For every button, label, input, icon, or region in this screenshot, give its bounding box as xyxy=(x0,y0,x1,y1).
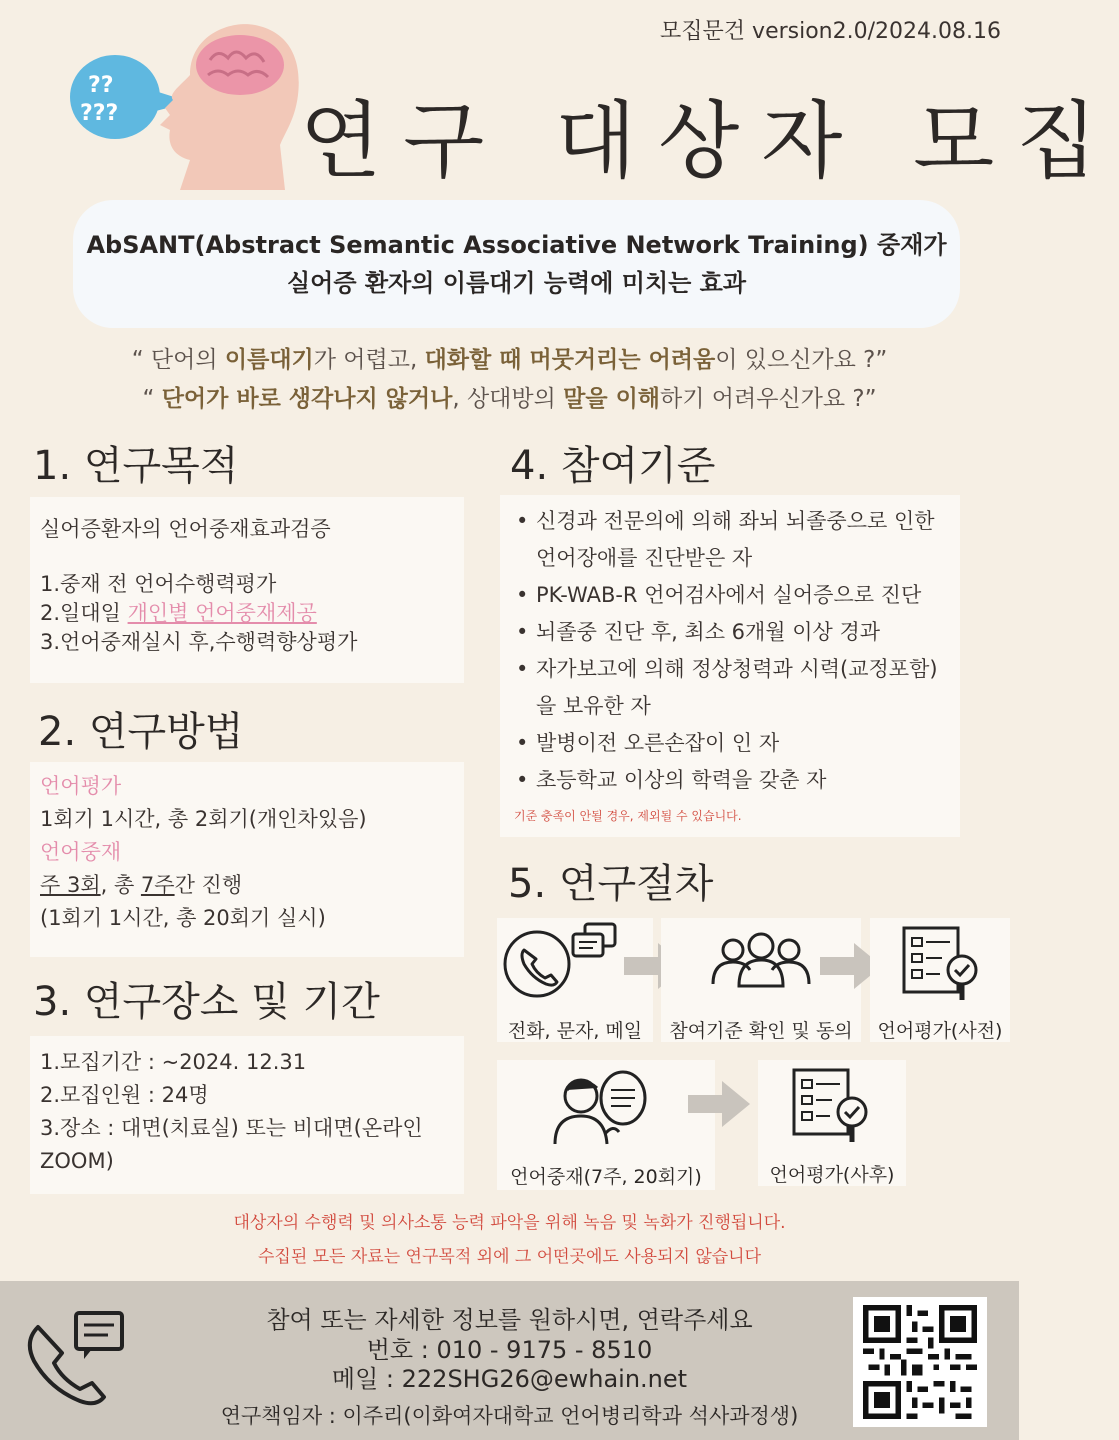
quote1-part: 가 어렵고, xyxy=(313,347,425,373)
method-session-text: (1회기 1시간, 총 20회기 실시) xyxy=(40,906,326,930)
checklist-icon xyxy=(870,918,1010,1008)
method-text-part: , 총 xyxy=(100,873,141,897)
method-frequency: 주 3회 xyxy=(40,873,101,897)
study-title-box xyxy=(73,200,960,328)
recording-notice: 대상자의 수행력 및 의사소통 능력 파악을 위해 녹음 및 녹화가 진행됩니다. xyxy=(233,1213,786,1233)
brain-icon xyxy=(196,35,284,95)
svg-text:???: ??? xyxy=(80,101,119,126)
quote1-emphasis: 대화할 때 머뭇거리는 어려움 xyxy=(424,347,716,373)
contact-email[interactable]: 메일 : 222SHG26@ewhain.net xyxy=(331,1365,688,1393)
criteria-note: 기준 충족이 안될 경우, 제외될 수 있습니다. xyxy=(514,809,742,823)
qr-code-icon xyxy=(861,1305,979,1419)
criteria-list xyxy=(510,503,950,799)
procedure-step-consent-label: 참여기준 확인 및 동의 xyxy=(669,1020,853,1042)
qr-code[interactable] xyxy=(853,1297,987,1427)
quote-line-2 xyxy=(0,380,1019,413)
section-location-panel xyxy=(30,1036,464,1194)
procedure-step-postassessment xyxy=(758,1060,906,1186)
principal-investigator: 연구책임자 : 이주리(이화여자대학교 언어병리학과 석사과정생) xyxy=(220,1404,799,1428)
section-purpose-panel xyxy=(30,497,464,683)
procedure-step-intervention xyxy=(497,1060,715,1190)
criteria-item: • 자가보고에 의해 정상청력과 시력(교정포함)을 보유한 자 xyxy=(510,651,950,725)
method-duration: 7주 xyxy=(140,873,175,897)
speaking-person-icon xyxy=(497,1060,715,1150)
procedure-step-preassessment-label: 언어평가(사전) xyxy=(877,1020,1003,1042)
quote-line-1 xyxy=(0,341,1019,374)
location-item-1: 1.모집기간 : ~2024. 12.31 xyxy=(40,1050,307,1074)
purpose-item-3: 3.언어중재실시 후,수행력향상평가 xyxy=(40,630,358,654)
section-criteria-panel xyxy=(500,495,960,837)
section-procedure-title: 5. 연구절차 xyxy=(508,861,714,907)
contact-phone: 번호 : 010 - 9175 - 8510 xyxy=(366,1336,653,1364)
criteria-item: • 초등학교 이상의 학력을 갖춘 자 xyxy=(510,762,950,799)
study-title-line2: 실어증 환자의 이름대기 능력에 미치는 효과 xyxy=(286,269,747,297)
purpose-item-2-prefix: 2.일대일 xyxy=(40,601,128,625)
quote2-part: , 상대방의 xyxy=(452,386,564,412)
section-location-title: 3. 연구장소 및 기간 xyxy=(33,979,380,1025)
section-method-title: 2. 연구방법 xyxy=(38,709,244,755)
purpose-intro: 실어증환자의 언어중재효과검증 xyxy=(40,517,331,541)
study-title-line1: AbSANT(Abstract Semantic Associative Network Training) 중재가 xyxy=(86,231,947,259)
section-purpose-title: 1. 연구목적 xyxy=(33,443,239,489)
location-item-2: 2.모집인원 : 24명 xyxy=(40,1083,209,1107)
quote2-part: “ xyxy=(142,386,162,412)
method-label-assessment: 언어평가 xyxy=(40,774,122,798)
procedure-step-preassessment xyxy=(870,918,1010,1042)
method-text-part: 간 진행 xyxy=(174,873,243,897)
quote2-emphasis: 단어가 바로 생각나지 않거나 xyxy=(161,386,453,412)
checklist-icon xyxy=(758,1060,906,1150)
arrow-right-icon xyxy=(688,1081,750,1127)
section-method-panel xyxy=(30,762,464,957)
criteria-item: • 신경과 전문의에 의해 좌뇌 뇌졸중으로 인한 언어장애를 진단받은 자 xyxy=(510,503,950,577)
quote1-part: “ 단어의 xyxy=(131,347,225,373)
criteria-item: • PK-WAB-R 언어검사에서 실어증으로 진단 xyxy=(510,577,950,614)
quote2-emphasis: 말을 이해 xyxy=(563,386,661,412)
section-criteria-title: 4. 참여기준 xyxy=(510,443,716,489)
quote2-part: 하기 어려우신가요 ?” xyxy=(660,386,877,412)
head-brain-illustration xyxy=(40,20,300,190)
method-intervention-text xyxy=(40,869,454,902)
method-assessment-text: 1회기 1시간, 총 2회기(개인차있음) xyxy=(40,807,367,831)
quote1-emphasis: 이름대기 xyxy=(224,347,314,373)
page-title: 연구 대상자 모집 xyxy=(300,92,1119,190)
procedure-step-intervention-label: 언어중재(7주, 20회기) xyxy=(510,1166,702,1188)
location-item-3: 3.장소 : 대면(치료실) 또는 비대면(온라인 ZOOM) xyxy=(40,1116,423,1173)
version-label: 모집문건 version2.0/2024.08.16 xyxy=(660,19,1001,44)
procedure-step-contact-label: 전화, 문자, 메일 xyxy=(507,1020,643,1042)
quote1-part: 이 있으신가요 ?” xyxy=(715,347,888,373)
svg-text:??: ?? xyxy=(88,73,114,98)
purpose-item-1: 1.중재 전 언어수행력평가 xyxy=(40,572,277,596)
criteria-item: • 뇌졸중 진단 후, 최소 6개월 이상 경과 xyxy=(510,614,950,651)
criteria-item: • 발병이전 오른손잡이 인 자 xyxy=(510,725,950,762)
privacy-notice: 수집된 모든 자료는 연구목적 외에 그 어떤곳에도 사용되지 않습니다 xyxy=(257,1247,762,1267)
purpose-item-2 xyxy=(40,599,454,628)
purpose-item-2-highlight: 개인별 언어중재제공 xyxy=(127,601,317,625)
contact-invitation: 참여 또는 자세한 정보를 원하시면, 연락주세요 xyxy=(266,1306,753,1334)
method-label-intervention: 언어중재 xyxy=(40,840,122,864)
procedure-step-postassessment-label: 언어평가(사후) xyxy=(769,1164,895,1186)
